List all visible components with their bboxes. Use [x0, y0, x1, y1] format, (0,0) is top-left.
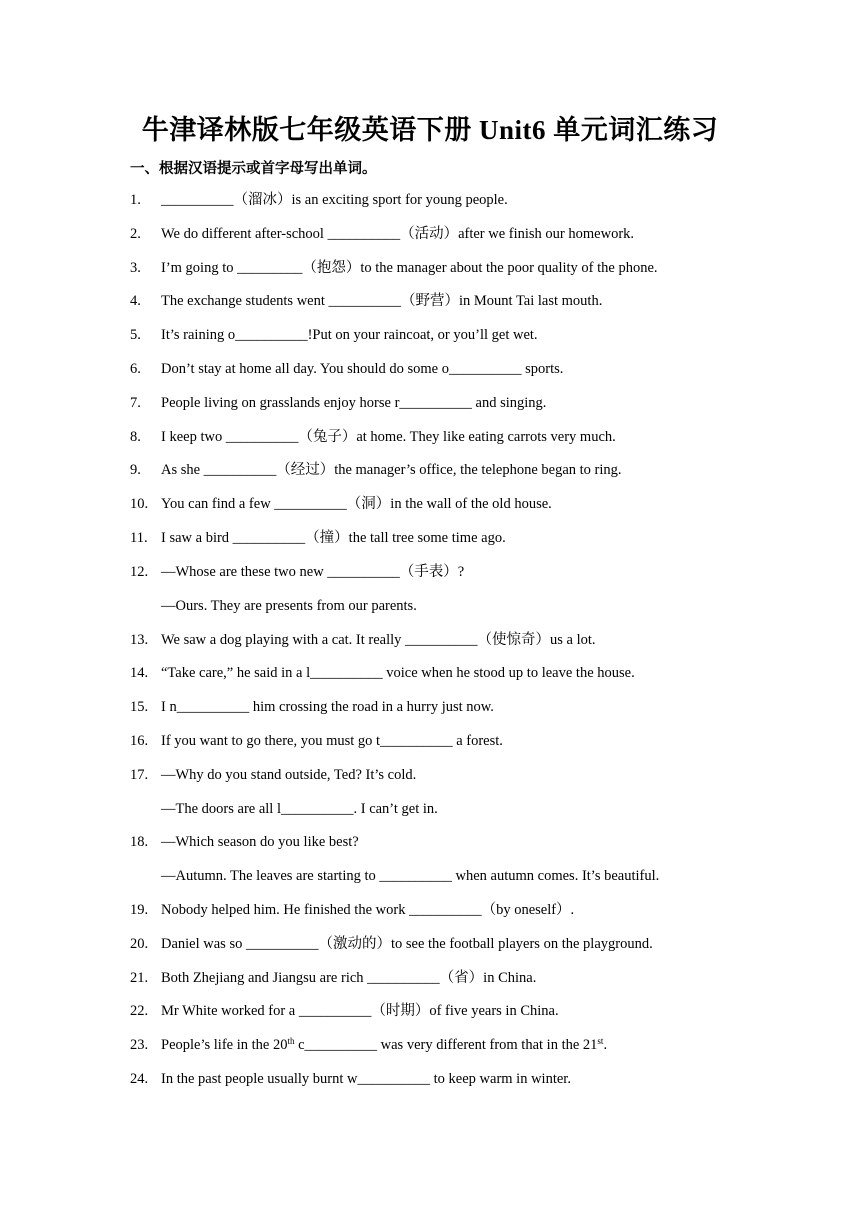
section-heading: 一、根据汉语提示或首字母写出单词。	[130, 161, 377, 177]
question-text: “Take care,” he said in a l__________ voice when he stood up to leave the house.	[161, 665, 635, 681]
question-text: It’s raining o__________!Put on your raincoat, or you’ll get wet.	[161, 327, 538, 343]
question-number: 3.	[130, 260, 141, 276]
question-text: We do different after-school __________（活动）after we finish our homework.	[161, 226, 635, 242]
question-text: __________（溜冰）is an exciting sport for young people.	[161, 192, 508, 208]
question-item	[130, 528, 506, 548]
question-item	[130, 494, 552, 514]
page-title: 牛津译林版七年级英语下册 Unit6 单元词汇练习	[141, 115, 719, 145]
question-text: The exchange students went __________（野营）in Mount Tai last mouth.	[161, 293, 603, 309]
question-number: 8.	[130, 429, 141, 445]
question-item	[130, 934, 653, 954]
question-item	[130, 427, 616, 447]
question-text: —Ours. They are presents from our parents.	[161, 598, 417, 614]
question-number: 18.	[130, 834, 149, 850]
question-item	[130, 968, 536, 988]
question-text: People’s life in the 20	[161, 1037, 288, 1053]
superscript: th	[287, 1036, 295, 1046]
question-text: Don’t stay at home all day. You should do some o__________ sports.	[161, 361, 564, 377]
question-item	[130, 1035, 607, 1055]
question-text: Nobody helped him. He finished the work __________（by oneself）.	[161, 902, 575, 918]
question-item	[130, 900, 574, 920]
question-item	[130, 258, 658, 278]
superscript: st	[597, 1036, 604, 1046]
question-text: —Autumn. The leaves are starting to __________ when autumn comes. It’s beautiful.	[161, 868, 660, 884]
question-item	[130, 765, 416, 785]
question-text: I keep two __________（兔子）at home. They like eating carrots very much.	[161, 429, 616, 445]
question-text: You can find a few __________（洞）in the wall of the old house.	[161, 496, 552, 512]
question-number: 14.	[130, 665, 149, 681]
question-number: 22.	[130, 1003, 149, 1019]
question-number: 1.	[130, 192, 141, 208]
question-text: —Why do you stand outside, Ted? It’s cold.	[161, 767, 417, 783]
question-number: 7.	[130, 395, 141, 411]
question-item	[130, 393, 546, 413]
question-number: 19.	[130, 902, 149, 918]
question-text: As she __________（经过）the manager’s office, the telephone began to ring.	[161, 462, 622, 478]
question-item	[130, 460, 622, 480]
question-item	[130, 832, 359, 852]
question-text: In the past people usually burnt w__________ to keep warm in winter.	[161, 1071, 571, 1087]
question-number: 2.	[130, 226, 141, 242]
question-item	[130, 190, 508, 210]
question-text: —Whose are these two new __________（手表）?	[161, 564, 465, 580]
question-number: 12.	[130, 564, 149, 580]
question-item	[130, 1069, 571, 1089]
question-number: 10.	[130, 496, 149, 512]
question-text: People living on grasslands enjoy horse r__________ and singing.	[161, 395, 547, 411]
question-item	[130, 697, 494, 717]
question-number: 16.	[130, 733, 149, 749]
question-text: We saw a dog playing with a cat. It really __________（使惊奇）us a lot.	[161, 632, 596, 648]
question-text: I saw a bird __________（撞）the tall tree some time ago.	[161, 530, 506, 546]
question-number: 24.	[130, 1071, 149, 1087]
question-continuation	[161, 799, 438, 819]
question-text: I n__________ him crossing the road in a hurry just now.	[161, 699, 494, 715]
question-text: Daniel was so __________（激动的）to see the football players on the playground.	[161, 936, 653, 952]
question-item	[130, 663, 635, 683]
question-number: 9.	[130, 462, 141, 478]
question-item	[130, 731, 503, 751]
question-text: .	[603, 1037, 608, 1053]
question-item	[130, 1001, 559, 1021]
question-number: 17.	[130, 767, 149, 783]
question-number: 15.	[130, 699, 149, 715]
question-number: 23.	[130, 1037, 149, 1053]
question-item	[130, 291, 602, 311]
question-number: 20.	[130, 936, 149, 952]
question-item	[130, 224, 634, 244]
question-number: 6.	[130, 361, 141, 377]
question-number: 21.	[130, 970, 149, 986]
question-number: 4.	[130, 293, 141, 309]
question-item	[130, 562, 464, 582]
question-item	[130, 325, 538, 345]
question-text: —The doors are all l__________. I can’t get in.	[161, 801, 438, 817]
question-text: Mr White worked for a __________（时期）of five years in China.	[161, 1003, 559, 1019]
question-text: I’m going to _________（抱怨）to the manager about the poor quality of the phone.	[161, 260, 658, 276]
question-continuation	[161, 596, 417, 616]
question-continuation	[161, 866, 659, 886]
question-number: 13.	[130, 632, 149, 648]
question-number: 11.	[130, 530, 148, 546]
question-item	[130, 630, 596, 650]
question-text: Both Zhejiang and Jiangsu are rich __________（省）in China.	[161, 970, 537, 986]
question-text: c__________ was very different from that in the 21	[294, 1037, 598, 1053]
question-text: —Which season do you like best?	[161, 834, 359, 850]
question-item	[130, 359, 563, 379]
question-text: If you want to go there, you must go t__________ a forest.	[161, 733, 503, 749]
question-number: 5.	[130, 327, 141, 343]
